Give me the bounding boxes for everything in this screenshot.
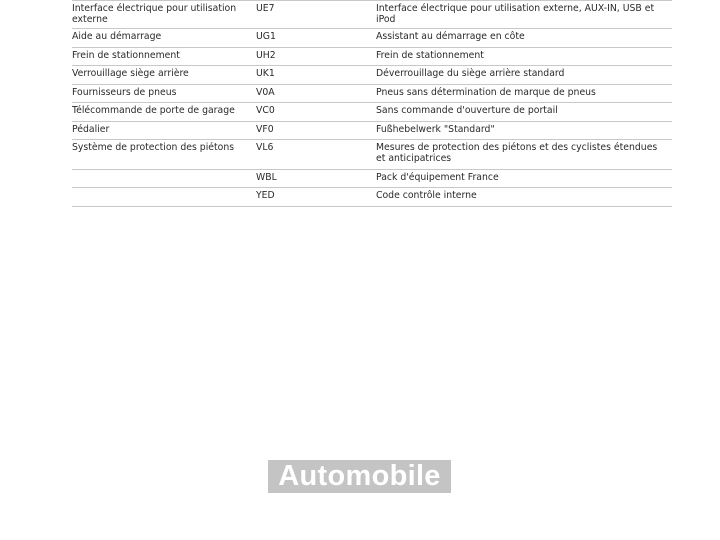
feature-cell: Aide au démarrage	[72, 31, 162, 42]
code-cell: VF0	[256, 123, 274, 135]
code-cell: UH2	[256, 49, 276, 61]
description-cell: Mesures de protection des piétons et des cyclistes étendues et anticipatrices	[376, 142, 658, 164]
feature-cell: Interface électrique pour utilisation externe	[72, 3, 237, 25]
table-row	[72, 1, 672, 29]
feature-cell	[72, 188, 256, 206]
code-cell: UE7	[256, 3, 275, 14]
table-row	[72, 188, 672, 207]
table-row	[72, 48, 672, 67]
table-row	[72, 85, 672, 104]
description-cell: Sans commande d'ouverture de portail	[376, 105, 558, 116]
table-row	[72, 122, 672, 141]
code-cell: UK1	[256, 68, 275, 79]
code-cell: VC0	[256, 105, 275, 116]
description-cell: Code contrôle interne	[376, 190, 477, 201]
equipment-table	[72, 0, 672, 207]
code-cell: VL6	[256, 142, 274, 153]
description-cell: Pack d'équipement France	[376, 171, 499, 183]
description-cell: Assistant au démarrage en côte	[376, 31, 525, 42]
feature-cell: Frein de stationnement	[72, 49, 180, 61]
description-cell: Déverrouillage du siège arrière standard	[376, 68, 565, 79]
feature-cell: Système de protection des piétons	[72, 142, 235, 153]
code-cell: YED	[256, 190, 275, 201]
feature-cell	[72, 170, 256, 188]
description-cell: Pneus sans détermination de marque de pneus	[376, 86, 596, 98]
code-cell: UG1	[256, 31, 276, 42]
table-row	[72, 140, 672, 170]
feature-cell: Fournisseurs de pneus	[72, 86, 177, 98]
table-row	[72, 66, 672, 85]
table-row	[72, 103, 672, 122]
code-cell: V0A	[256, 86, 275, 98]
code-cell: WBL	[256, 171, 277, 183]
feature-cell: Télécommande de porte de garage	[72, 105, 235, 116]
description-cell: Interface électrique pour utilisation externe, AUX-IN, USB et iPod	[376, 3, 655, 25]
table-row	[72, 170, 672, 189]
feature-cell: Verrouillage siège arrière	[72, 68, 189, 79]
table-row	[72, 29, 672, 48]
description-cell: Fußhebelwerk "Standard"	[376, 123, 495, 135]
feature-cell: Pédalier	[72, 123, 110, 135]
description-cell: Frein de stationnement	[376, 49, 484, 61]
automobile-watermark-logo: Automobile	[268, 460, 451, 493]
